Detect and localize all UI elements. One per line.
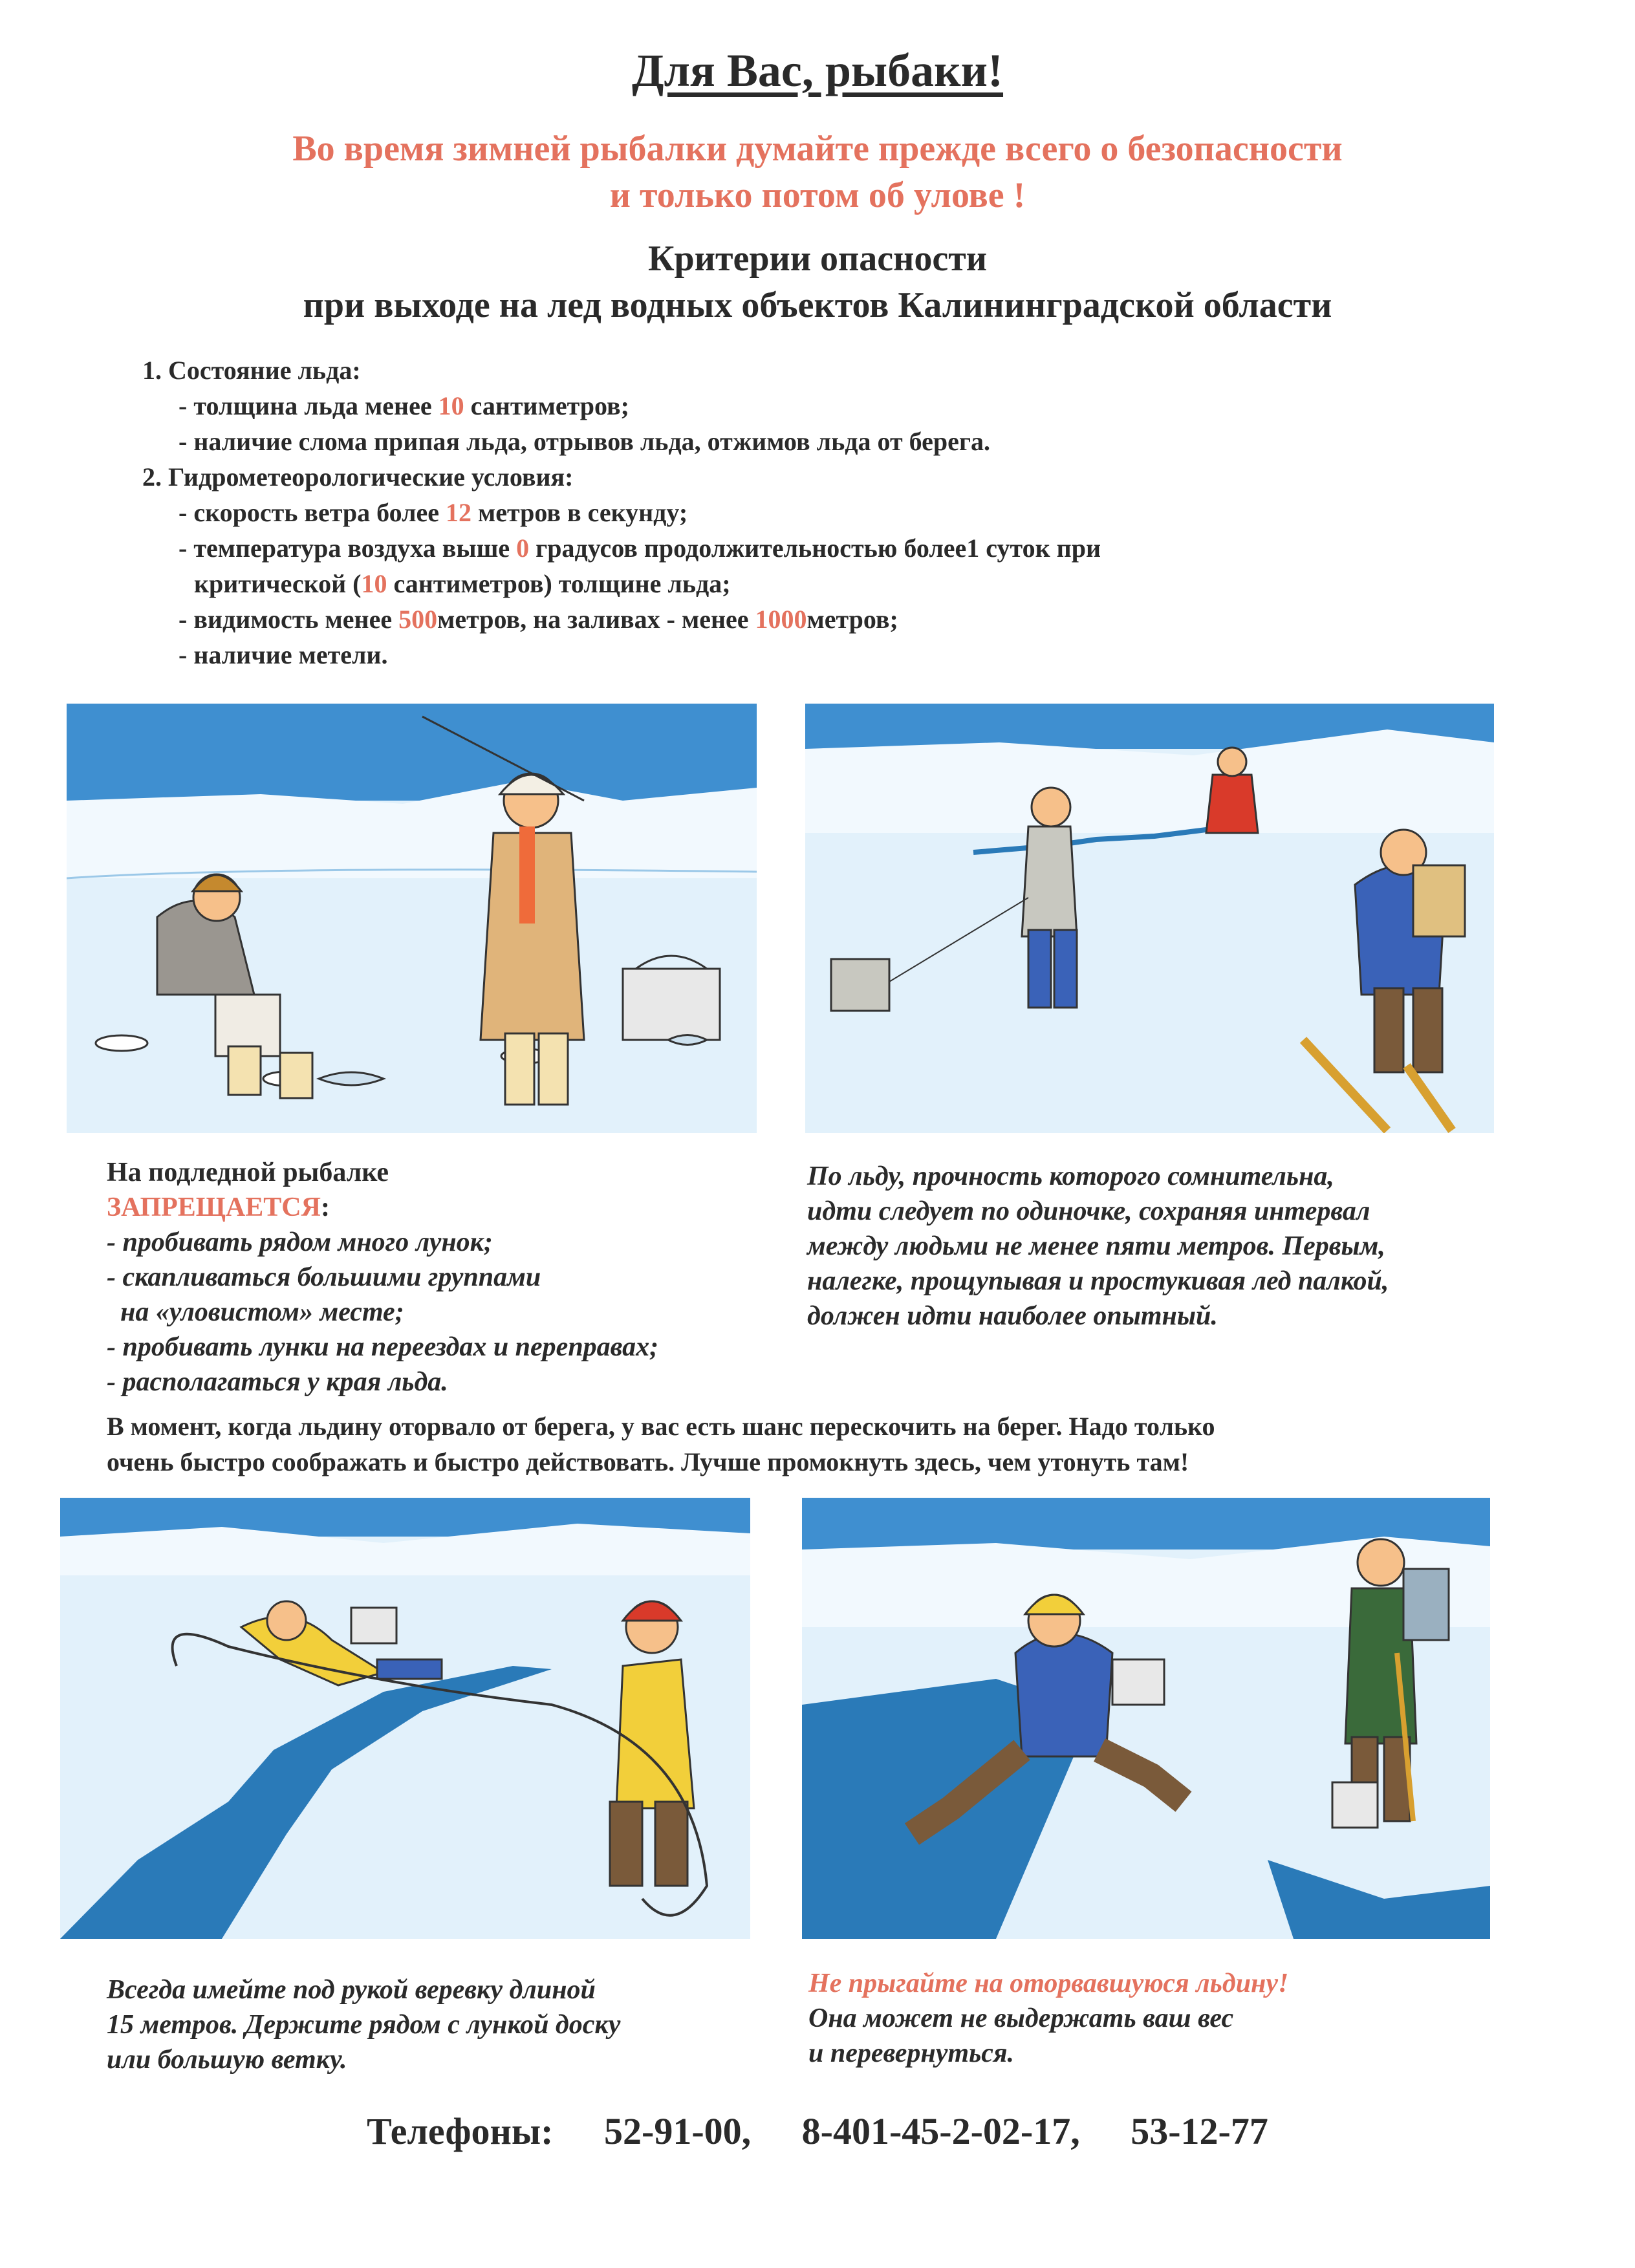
blizzard: - наличие метели.: [179, 640, 388, 669]
caption-forbidden-intro: На подледной рыбалке: [107, 1158, 389, 1187]
forbidden-item: на «уловистом» месте;: [107, 1297, 404, 1327]
illustration-ice-fishing: [67, 704, 757, 1133]
caption-forbidden-label: ЗАПРЕЩАЕТСЯ:: [107, 1193, 330, 1222]
caption-rope: [107, 1972, 620, 2077]
illustration-do-not-jump: [802, 1498, 1490, 1939]
phone-number[interactable]: 8-401-45-2-02-17,: [801, 2110, 1080, 2152]
air-temperature: - температура воздуха выше 0 градусов продолжительностью более1 суток при: [179, 534, 1101, 563]
ice-breaks: - наличие слома припая льда, отрывов льда, отжимов льда от берега.: [179, 427, 990, 456]
floe-advice: [107, 1409, 1215, 1480]
caption-line: Всегда имейте под рукой веревку длиной: [107, 1975, 596, 2005]
wind-speed: - скорость ветра более 12 метров в секунду;: [179, 498, 688, 527]
forbidden-item: - пробивать рядом много лунок;: [107, 1227, 493, 1257]
criteria-list: [142, 352, 1101, 673]
caption-line: налегке, прощупывая и простукивая лед палкой,: [807, 1266, 1389, 1296]
visibility: - видимость менее 500метров, на заливах - менее 1000метров;: [179, 605, 898, 634]
caption-line: должен идти наиболее опытный.: [807, 1301, 1218, 1331]
forbidden-item: - скапливаться большими группами: [107, 1262, 541, 1292]
forbidden-item: - располагаться у края льда.: [107, 1367, 448, 1397]
weather-heading: 2. Гидрометеорологические условия:: [142, 462, 574, 491]
caption-single-file: [807, 1159, 1389, 1334]
forbidden-item: - пробивать лунки на переездах и переправах;: [107, 1332, 659, 1362]
jump-warning: Не прыгайте на оторвавшуюся льдину!: [808, 1969, 1289, 1998]
illustration-rope-rescue: [60, 1498, 750, 1939]
illustration-walking-on-ice: [805, 704, 1494, 1133]
caption-line: 15 метров. Держите рядом с лункой доску: [107, 2010, 621, 2040]
caption-line: или большую ветку.: [107, 2045, 347, 2075]
phone-numbers: [0, 2110, 1635, 2153]
critical-thickness: критической (10 сантиметров) толщине льда;: [194, 569, 731, 598]
caption-line: между людьми не менее пяти метров. Первым,: [807, 1231, 1385, 1261]
criteria-heading-2: при выходе на лед водных объектов Калининградской области: [303, 285, 1332, 325]
caption-line: Она может не выдержать ваш вес: [808, 2003, 1234, 2033]
ice-heading: 1. Состояние льда:: [142, 356, 361, 385]
subtitle-line-2: и только потом об улове !: [609, 175, 1026, 215]
phone-number[interactable]: 53-12-77: [1131, 2110, 1268, 2152]
ice-thickness: - толщина льда менее 10 сантиметров;: [179, 391, 629, 420]
page-title: Для Вас, рыбаки!: [631, 45, 1004, 96]
criteria-heading-1: Критерии опасности: [647, 239, 988, 279]
caption-jump: [808, 1966, 1288, 2071]
caption-line: По льду, прочность которого сомнительна,: [807, 1161, 1334, 1191]
caption-line: и перевернуться.: [808, 2038, 1014, 2068]
caption-line: идти следует по одиночке, сохраняя интервал: [807, 1196, 1370, 1226]
caption-forbidden: [107, 1155, 658, 1399]
phone-number[interactable]: 52-91-00,: [604, 2110, 752, 2152]
floe-advice-line: очень быстро соображать и быстро действовать. Лучше промокнуть здесь, чем утонуть там!: [107, 1447, 1189, 1476]
phones-label: Телефоны:: [367, 2110, 554, 2152]
floe-advice-line: В момент, когда льдину оторвало от берега, у вас есть шанс перескочить на берег. Надо только: [107, 1412, 1215, 1441]
subtitle-line-1: Во время зимней рыбалки думайте прежде всего о безопасности: [292, 129, 1343, 169]
